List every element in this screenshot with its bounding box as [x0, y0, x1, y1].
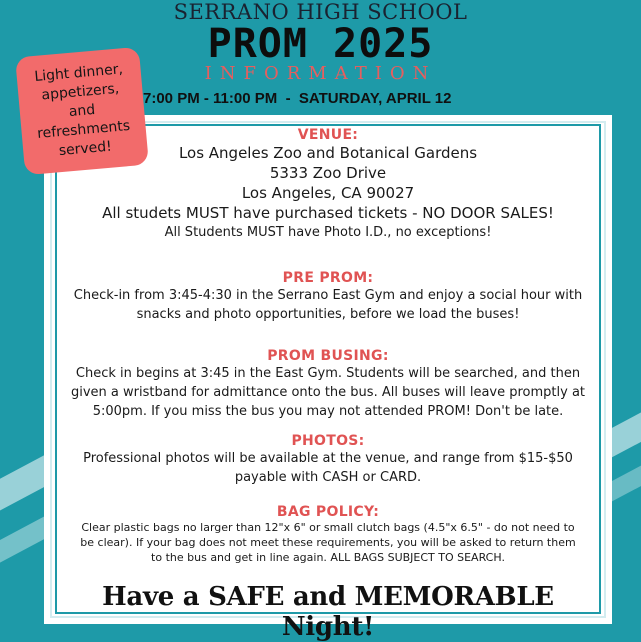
info-card-border	[55, 124, 601, 642]
busing-text: given a wristband for admittance onto the bus. All buses will leave promptly at	[70, 385, 586, 400]
busing-section	[57, 348, 599, 421]
page-title: PROM 2025	[207, 21, 434, 67]
time-date-separator: -	[285, 90, 291, 107]
venue-heading: VENUE:	[297, 127, 359, 143]
preprom-text: Check-in from 3:45-4:30 in the Serrano East Gym and enjoy a social hour with	[73, 288, 583, 303]
page-subtitle: INFORMATION	[204, 63, 437, 84]
school-name: SERRANO HIGH SCHOOL	[173, 0, 468, 24]
event-time-date	[143, 90, 451, 107]
event-date: SATURDAY, APRIL 12	[298, 90, 452, 107]
id-notice: All Students MUST have Photo I.D., no exceptions!	[164, 225, 492, 240]
preprom-heading: PRE PROM:	[282, 270, 374, 286]
ticket-notice: All studets MUST have purchased tickets - NO DOOR SALES!	[102, 204, 554, 222]
badge-line: served!	[58, 138, 113, 159]
busing-heading: PROM BUSING:	[267, 348, 389, 364]
food-badge	[15, 47, 149, 175]
badge-line: and	[68, 101, 96, 120]
venue-street: 5333 Zoo Drive	[269, 164, 387, 182]
photos-text: Professional photos will be available at the venue, and range from $15-$50	[83, 451, 573, 466]
bag-policy-section	[57, 504, 599, 565]
badge-line: refreshments	[36, 117, 131, 142]
photos-section	[57, 433, 599, 487]
photos-text: payable with CASH or CARD.	[234, 470, 422, 485]
badge-line: Light dinner,	[33, 60, 124, 85]
preprom-section	[57, 270, 599, 324]
busing-text: Check in begins at 3:45 in the East Gym. Students will be searched, and then	[75, 366, 581, 381]
event-time: 7:00 PM - 11:00 PM	[143, 90, 278, 107]
photos-heading: PHOTOS:	[291, 433, 365, 449]
bag-policy-text: to the bus and get in line again. ALL BAGS SUBJECT TO SEARCH.	[151, 551, 505, 564]
venue-name: Los Angeles Zoo and Botanical Gardens	[178, 144, 478, 162]
venue-city: Los Angeles, CA 90027	[241, 184, 415, 202]
preprom-text: snacks and photo opportunities, before we load the buses!	[136, 307, 520, 322]
busing-text: 5:00pm. If you miss the bus you may not attended PROM! Don't be late.	[92, 404, 564, 419]
badge-line: appetizers,	[40, 80, 120, 103]
bag-policy-text: Clear plastic bags no larger than 12"x 6" or small clutch bags (4.5"x 6.5" - do not need to	[81, 521, 575, 534]
bag-policy-heading: BAG POLICY:	[276, 504, 380, 520]
bag-policy-text: be clear). If your bag does not meet these requirements, you will be asked to return them	[80, 536, 576, 549]
closing-message: Have a SAFE and MEMORABLE Night!	[102, 582, 554, 642]
info-card	[44, 115, 612, 642]
